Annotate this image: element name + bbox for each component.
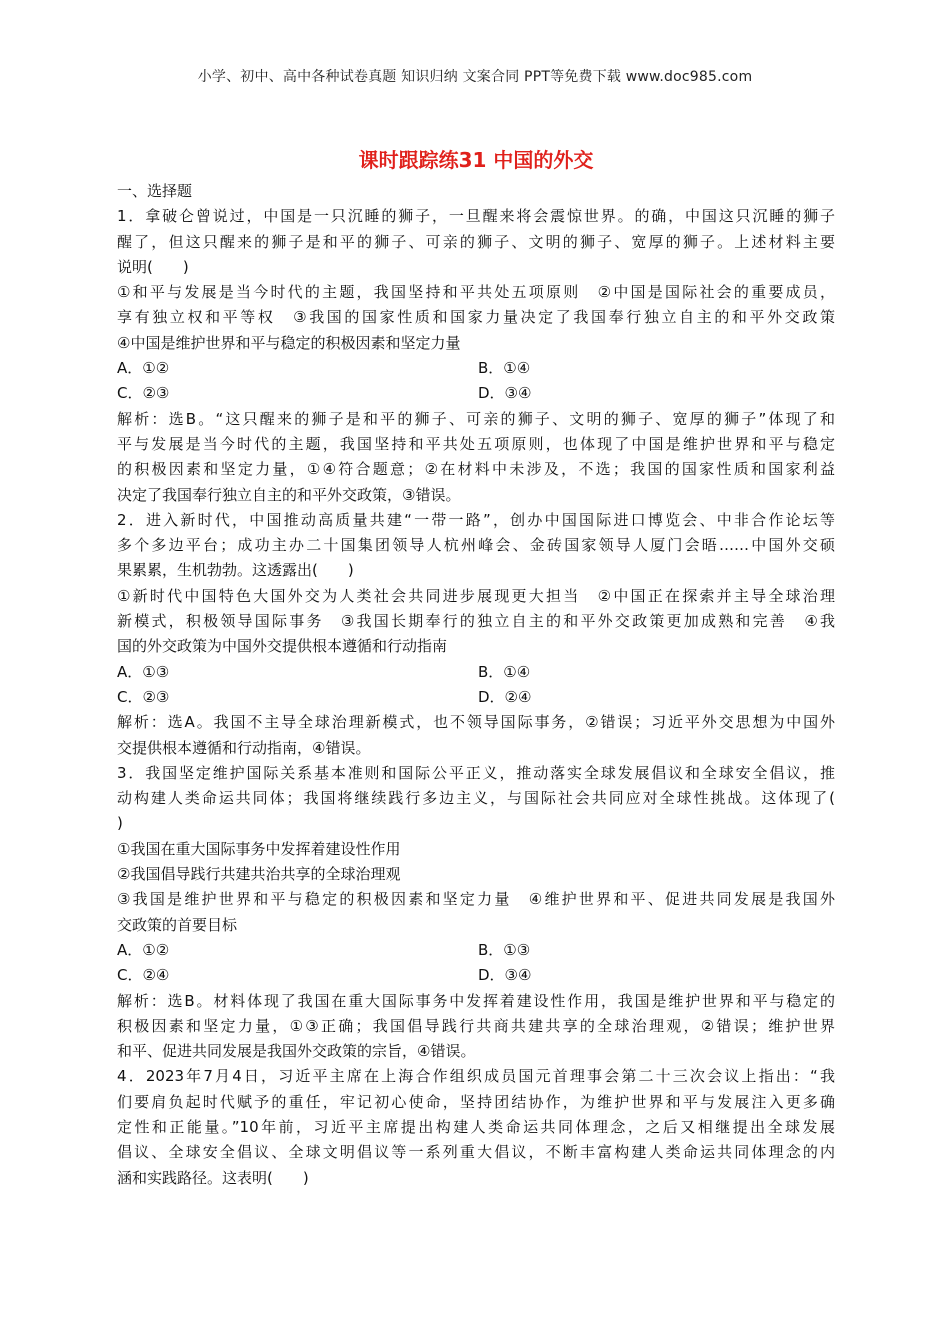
question-2-analysis-line: 交提供根本遵循和行动指南，④错误。 <box>117 738 371 757</box>
question-2-options-row <box>117 660 835 685</box>
question-2-line: 国的外交政策为中国外交提供根本遵循和行动指南 <box>117 637 448 656</box>
question-3-options-row <box>117 963 835 988</box>
question-1-options-row <box>117 356 835 381</box>
question-4 <box>117 1064 835 1190</box>
question-1 <box>117 204 835 508</box>
question-2-line: 2．进入新时代，中国推动高质量共建“一带一路”，创办中国国际进口博览会、中非合作论坛等 <box>117 510 835 529</box>
question-4-line: 定性和正能量。”10年前，习近平主席提出构建人类命运共同体理念，之后又相继提出全球发展 <box>117 1117 835 1136</box>
question-2 <box>117 508 835 761</box>
question-2-analysis-line: 解析：选A。我国不主导全球治理新模式，也不领导国际事务，②错误；习近平外交思想为中国外 <box>117 713 835 732</box>
option-c: C．②③ <box>117 384 170 403</box>
question-3-analysis-line: 和平、促进共同发展是我国外交政策的宗旨，④错误。 <box>117 1042 476 1061</box>
option-b: B．①④ <box>478 359 531 378</box>
question-1-line: 说明( ) <box>117 257 189 276</box>
question-4-line: 们要肩负起时代赋予的重任，牢记初心使命，坚持团结协作，为维护世界和平与发展注入更多确 <box>117 1092 835 1111</box>
question-3-line: 动构建人类命运共同体；我国将继续践行多边主义，与国际社会共同应对全球性挑战。这体现了( <box>117 789 835 808</box>
question-1-line: ④中国是维护世界和平与稳定的积极因素和坚定力量 <box>117 333 461 352</box>
question-1-analysis-line: 平与发展是当今时代的主题，我国坚持和平共处五项原则，也体现了中国是维护世界和平与稳定 <box>117 434 835 453</box>
option-c: C．②③ <box>117 687 170 706</box>
question-1-line: 1．拿破仑曾说过，中国是一只沉睡的狮子，一旦醒来将会震惊世界。的确，中国这只沉睡的狮子 <box>117 207 835 226</box>
question-3-analysis-line: 解析：选B。材料体现了我国在重大国际事务中发挥着建设性作用，我国是维护世界和平与稳定的 <box>117 991 835 1010</box>
question-1-line: 醒了，但这只醒来的狮子是和平的狮子、可亲的狮子、文明的狮子、宽厚的狮子。上述材料主要 <box>117 232 835 251</box>
question-2-line: 多个多边平台；成功主办二十国集团领导人杭州峰会、金砖国家领导人厦门会晤……中国外交硕 <box>117 536 835 555</box>
option-c: C．②④ <box>117 966 170 985</box>
page-header: 小学、初中、高中各种试卷真题 知识归纳 文案合同 PPT等免费下载 www.doc985.com <box>197 69 753 85</box>
question-3-options-row <box>117 938 835 963</box>
question-3-line: 交政策的首要目标 <box>117 915 238 934</box>
question-4-line: 倡议、全球安全倡议、全球文明倡议等一系列重大倡议，不断丰富构建人类命运共同体理念的内 <box>117 1143 835 1162</box>
question-2-line: 新模式，积极领导国际事务 ③我国长期奉行的独立自主的和平外交政策更加成熟和完善 ④我 <box>117 612 835 631</box>
option-d: D．③④ <box>478 966 532 985</box>
question-4-line: 涵和实践路径。这表明( ) <box>117 1168 309 1187</box>
question-3-line: ②我国倡导践行共建共治共享的全球治理观 <box>117 865 401 884</box>
question-3-line: ) <box>117 814 123 833</box>
question-3-line: 3．我国坚定维护国际关系基本准则和国际公平正义，推动落实全球发展倡议和全球安全倡议，推 <box>117 763 835 782</box>
question-1-line: ①和平与发展是当今时代的主题，我国坚持和平共处五项原则 ②中国是国际社会的重要成员， <box>117 283 835 302</box>
question-3-line: ①我国在重大国际事务中发挥着建设性作用 <box>117 839 401 858</box>
document-body <box>117 144 835 1191</box>
option-d: D．③④ <box>478 384 532 403</box>
option-b: B．①③ <box>478 940 531 959</box>
question-1-analysis-line: 解析：选B。“这只醒来的狮子是和平的狮子、可亲的狮子、文明的狮子、宽厚的狮子”体现了和 <box>117 409 835 428</box>
question-1-analysis-line: 的积极因素和坚定力量，①④符合题意；②在材料中未涉及，不选；我国的国家性质和国家利益 <box>117 460 835 479</box>
section-heading: 一、选择题 <box>117 182 193 200</box>
option-d: D．②④ <box>478 687 532 706</box>
question-2-line: ①新时代中国特色大国外交为人类社会共同进步展现更大担当 ②中国正在探索并主导全球治理 <box>117 586 835 605</box>
question-3 <box>117 761 835 1065</box>
option-a: A．①③ <box>117 662 170 681</box>
question-4-line: 4．2023年7月4日，习近平主席在上海合作组织成员国元首理事会第二十三次会议上指出：“我 <box>117 1067 835 1086</box>
question-2-line: 果累累，生机勃勃。这透露出( ) <box>117 561 354 580</box>
question-3-line: ③我国是维护世界和平与稳定的积极因素和坚定力量 ④维护世界和平、促进共同发展是我国外 <box>117 890 835 909</box>
option-b: B．①④ <box>478 662 531 681</box>
document-title: 课时跟踪练31 中国的外交 <box>358 148 594 172</box>
option-a: A．①② <box>117 359 170 378</box>
question-2-options-row <box>117 685 835 710</box>
question-1-line: 享有独立权和平等权 ③我国的国家性质和国家力量决定了我国奉行独立自主的和平外交政策 <box>117 308 835 327</box>
question-1-analysis-line: 决定了我国奉行独立自主的和平外交政策，③错误。 <box>117 485 461 504</box>
question-1-options-row <box>117 381 835 406</box>
question-3-analysis-line: 积极因素和坚定力量，①③正确；我国倡导践行共商共建共享的全球治理观，②错误；维护世界 <box>117 1016 835 1035</box>
option-a: A．①② <box>117 940 170 959</box>
